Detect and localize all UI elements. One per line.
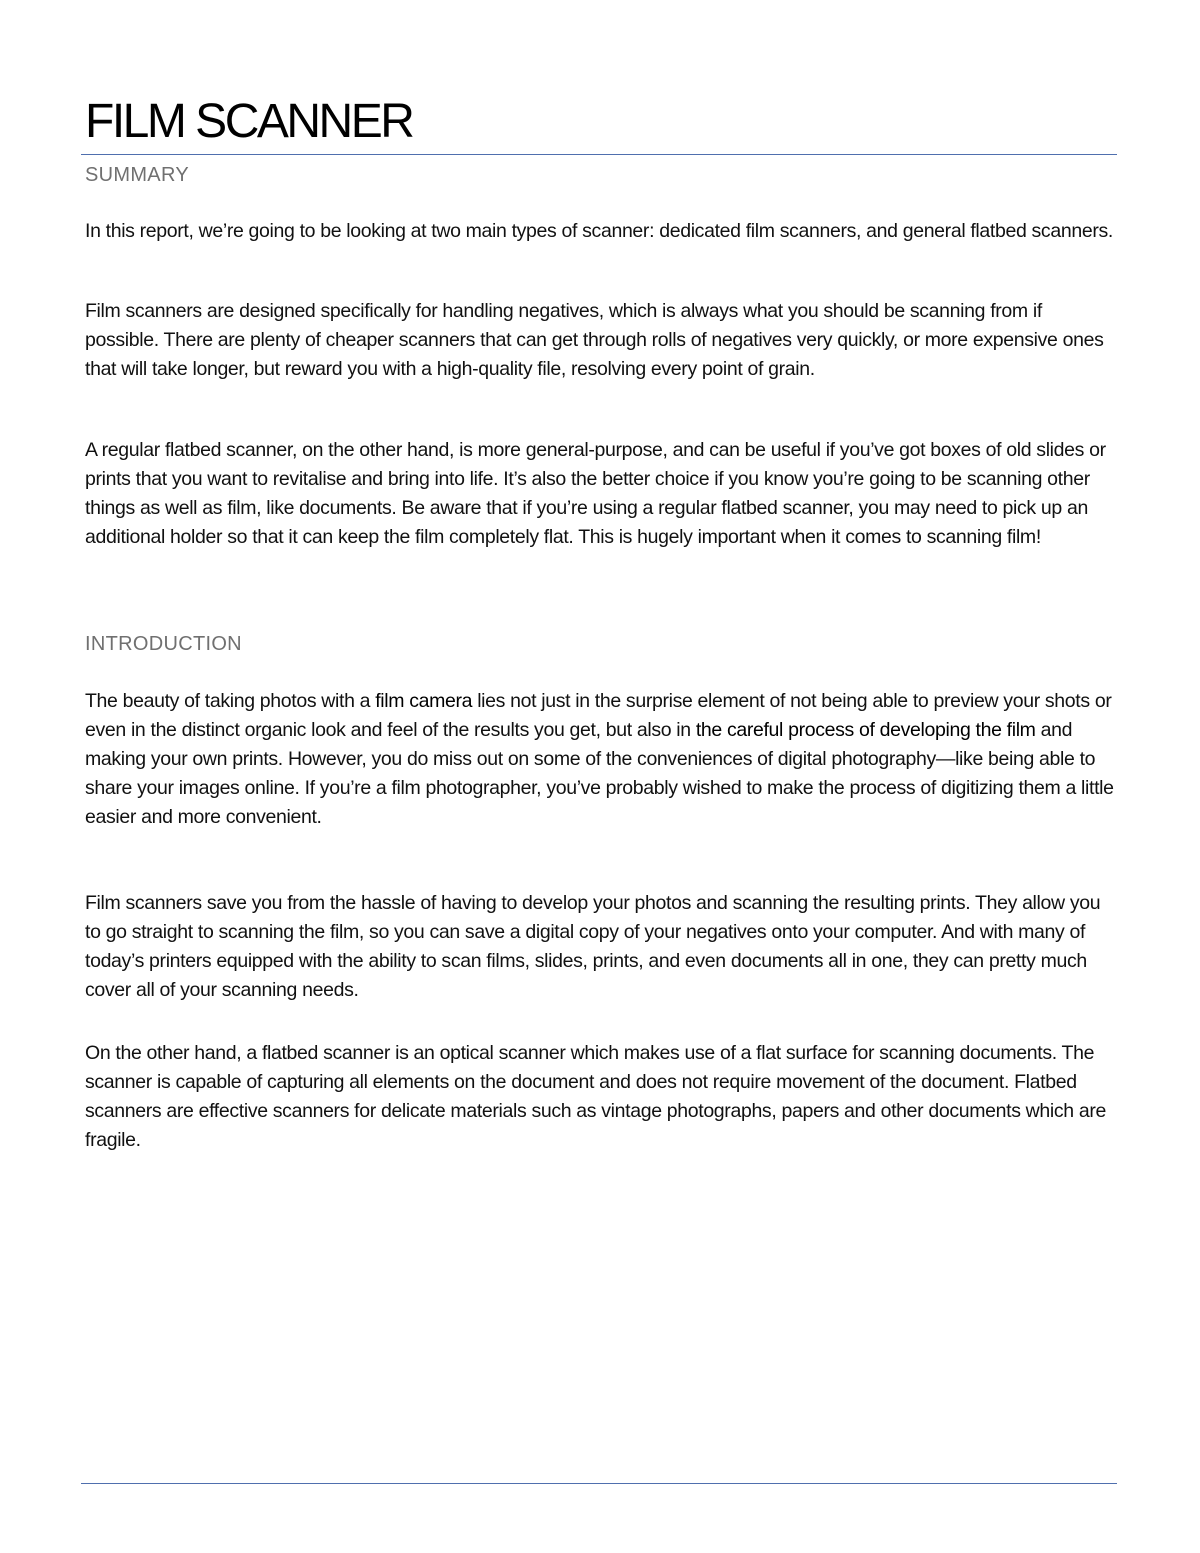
- document-page: [85, 0, 1120, 1553]
- summary-paragraph-3: A regular flatbed scanner, on the other hand, is more general-purpose, and can be useful if you’ve got boxes of old slides or prints that you want to revitalise and bring into life. It’s also the better choice if you know you’re going to be scanning other things as well as film, like documents. Be aware that if you’re using a regular flatbed scanner, you may need to pick up an additional holder so that it can keep the film completely flat. This is hugely important when it comes to scanning film!: [85, 439, 1106, 548]
- footer-divider: [81, 1483, 1117, 1484]
- summary-heading: SUMMARY: [85, 164, 189, 186]
- introduction-heading: INTRODUCTION: [85, 633, 242, 655]
- developing-film-link[interactable]: the careful process of developing the film: [695, 719, 1036, 741]
- intro-text-part-2: lies not just in the surprise element of not being able to preview your shots or even in the distinct organic look and feel of the results you get, but also in: [85, 690, 1112, 741]
- introduction-paragraph-1: [85, 687, 1120, 832]
- film-camera-link[interactable]: film camera: [375, 690, 473, 712]
- summary-paragraph-2: Film scanners are designed specifically for handling negatives, which is always what you should be scanning from if possible. There are plenty of cheaper scanners that can get through rolls of negatives very quickly, or more expensive ones that will take longer, but reward you with a high-quality file, resolving every point of grain.: [85, 300, 1104, 380]
- summary-paragraph-1: In this report, we’re going to be looking at two main types of scanner: dedicated film scanners, and general flatbed scanners.: [85, 220, 1113, 242]
- introduction-paragraph-2: Film scanners save you from the hassle of having to develop your photos and scanning the resulting prints. They allow you to go straight to scanning the film, so you can save a digital copy of your negatives onto your computer. And with many of today’s printers equipped with the ability to scan films, slides, prints, and even documents all in one, they can pretty much cover all of your scanning needs.: [85, 892, 1101, 1001]
- document-title: FILM SCANNER: [85, 95, 413, 148]
- title-divider: [81, 154, 1117, 155]
- introduction-paragraph-3: On the other hand, a flatbed scanner is an optical scanner which makes use of a flat surface for scanning documents. The scanner is capable of capturing all elements on the document and does not require movement of the document. Flatbed scanners are effective scanners for delicate materials such as vintage photographs, papers and other documents which are fragile.: [85, 1042, 1106, 1151]
- intro-text-part-1: The beauty of taking photos with a: [85, 690, 376, 712]
- intro-text-part-3: and making your own prints. However, you do miss out on some of the conveniences of digital photography—like being able to share your images online. If you’re a film photographer, you’ve probably wished to make the process of digitizing them a little easier and more convenient.: [85, 719, 1114, 828]
